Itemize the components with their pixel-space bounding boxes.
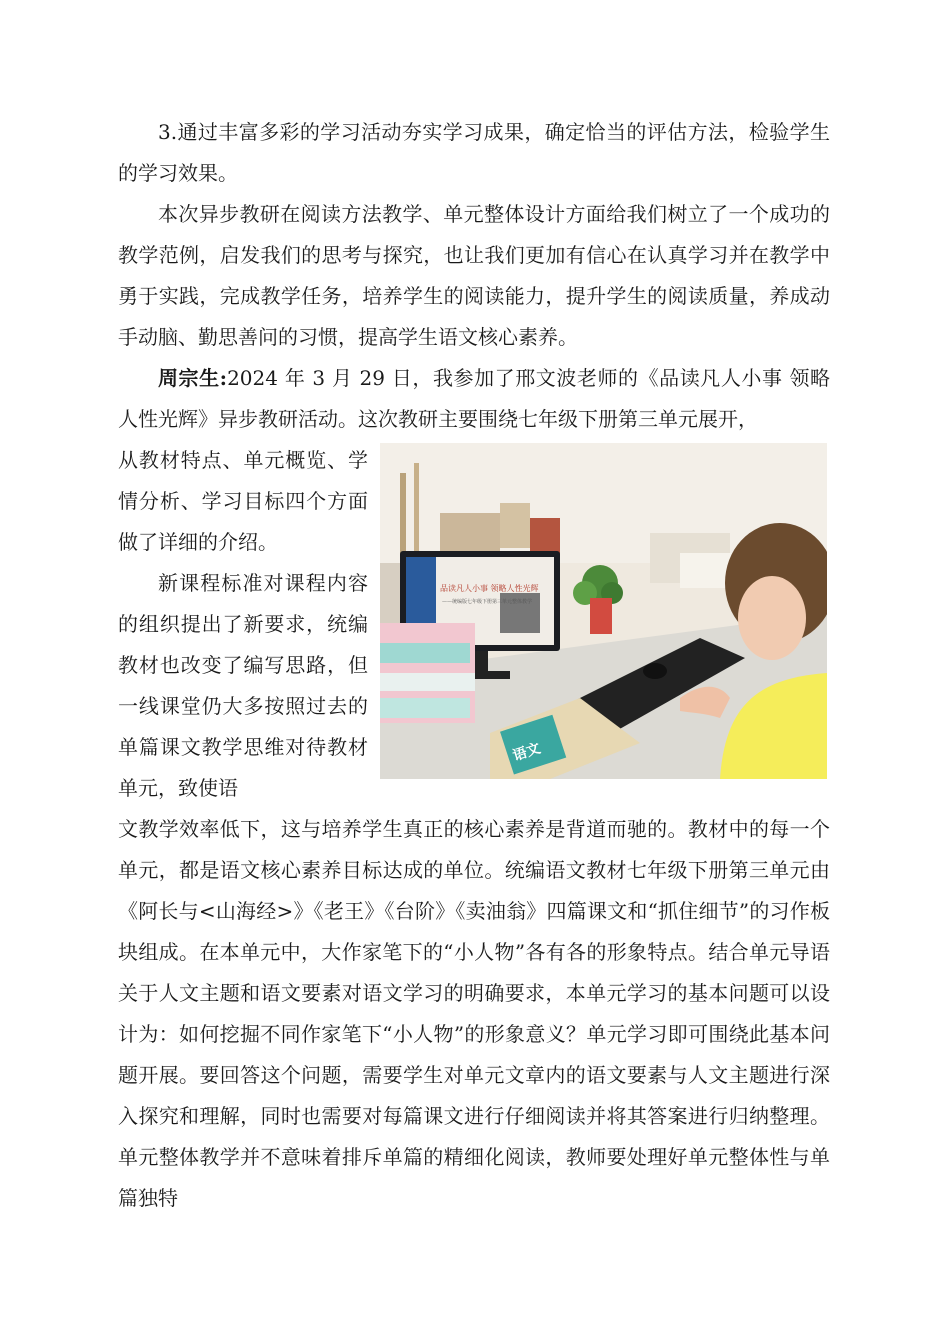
paragraph-wrap-standard: 新课程标准对课程内容的组织提出了新要求，统编教材也改变了编写思路，但一线课堂仍大多按照过去的单篇课文教学思维对待教材单元，致使语: [118, 571, 368, 800]
screen-subtitle: ——统编版七年级下册第三单元整体教学: [442, 599, 533, 605]
paragraph-zhou-intro: [118, 358, 830, 440]
screen-title: 品读凡人小事 领略人性光辉: [440, 584, 539, 593]
paragraph-zhou-text: 2024 年 3 月 29 日，我参加了邢文波老师的《品读凡人小事 领略人性光辉》异步教研活动。这次教研主要围绕七年级下册第三单元展开，: [118, 366, 831, 431]
paragraph-unit-analysis: 文教学效率低下，这与培养学生真正的核心素养是背道而驰的。教材中的每一个单元，都是语文核心素养目标达成的单位。统编语文教材七年级下册第三单元由《阿长与<山海经>》《老王》《台阶》《卖油翁》四篇课文和“抓住细节”的习作板块组成。在本单元中，大作家笔下的“小人物”各有各的形象特点。结合单元导语关于人文主题和语文要素对语文学习的明确要求，本单元学习的基本问题可以设计为：如何挖掘不同作家笔下“小人物”的形象意义？单元学习即可围绕此基本问题开展。要回答这个问题，需要学生对单元文章内的语文要素与人文主题进行深入探究和理解，同时也需要对每篇课文进行仔细阅读并将其答案进行归纳整理。单元整体教学并不意味着排斥单篇的精细化阅读，教师要处理好单元整体性与单篇独特: [118, 817, 830, 1210]
paragraph-evaluation: 3.通过丰富多彩的学习活动夯实学习成果，确定恰当的评估方法，检验学生的学习效果。: [118, 120, 830, 185]
paragraph-wrap-intro: 从教材特点、单元概览、学情分析、学习目标四个方面做了详细的介绍。: [118, 448, 368, 554]
paragraph-summary: 本次异步教研在阅读方法教学、单元整体设计方面给我们树立了一个成功的教学范例，启发我们的思考与探究，也让我们更加有信心在认真学习并在教学中勇于实践，完成教学任务，培养学生的阅读能力，提升学生的阅读质量，养成动手动脑、勤思善问的习惯，提高学生语文核心素养。: [118, 202, 830, 349]
book-label: 语文: [510, 740, 543, 765]
teacher-photo: [380, 443, 827, 779]
speaker-name: 周宗生:: [158, 366, 228, 390]
